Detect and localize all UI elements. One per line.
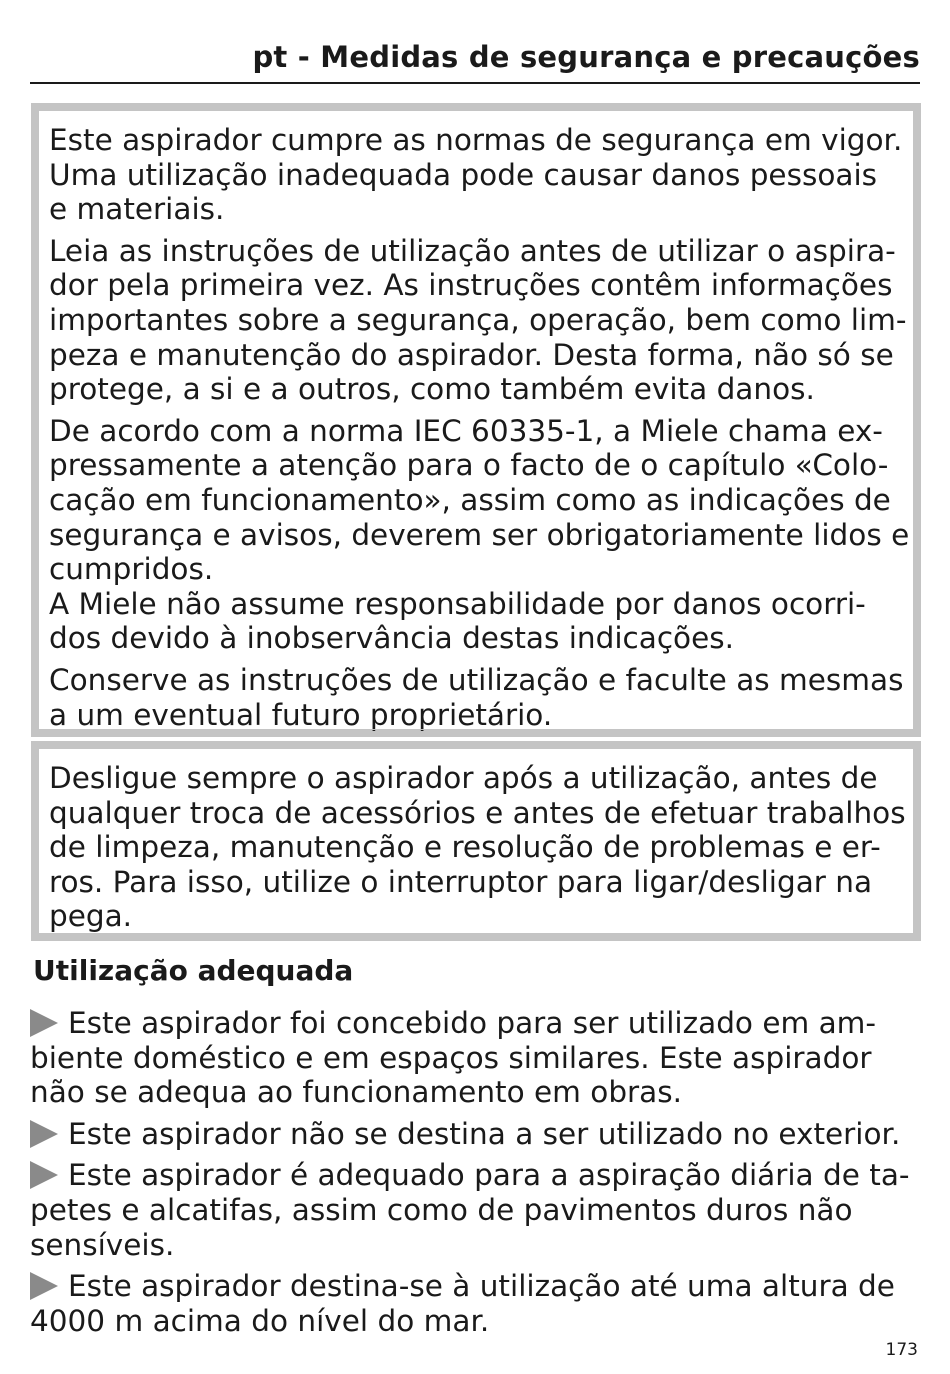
page-number: 173 — [885, 1340, 918, 1360]
notice-paragraph-standards: Este aspirador cumpre as normas de segurança em vigor. Uma utilização inadequada pode causar danos pessoais e materiais. — [49, 123, 903, 227]
safety-notice-box — [31, 103, 921, 737]
bullet-item-carpets-floors: Este aspirador é adequado para a aspiração diária de ta- petes e alcatifas, assim como de pavimentos duros não sensíveis. — [30, 1158, 910, 1262]
switch-off-paragraph: Desligue sempre o aspirador após a utilização, antes de qualquer troca de acessórios e antes de efetuar trabalhos de limpeza, manutenção e resolução de problemas e er- ros. Para isso, utilize o interruptor para ligar/desligar na pega. — [49, 761, 906, 934]
triangle-right-icon — [30, 1272, 58, 1300]
notice-paragraph-liability: A Miele não assume responsabilidade por danos ocorri- dos devido à inobservância destas indicações. — [49, 586, 866, 656]
switch-off-warning-content — [39, 749, 913, 933]
page-header — [30, 36, 920, 84]
usage-bullet-list — [30, 1006, 920, 1345]
triangle-right-icon — [30, 1009, 58, 1037]
bullet-item-no-outdoor: Este aspirador não se destina a ser utilizado no exterior. — [30, 1117, 920, 1152]
safety-notice-content — [39, 111, 913, 732]
triangle-right-icon — [30, 1120, 58, 1148]
bullet-item-domestic-use: Este aspirador foi concebido para ser utilizado em am- biente doméstico e em espaços similares. Este aspirador não se adequa ao funcionamento em obras. — [30, 1006, 877, 1110]
section-heading: Utilização adequada — [33, 954, 354, 987]
switch-off-warning-box — [31, 741, 921, 941]
bullet-item-altitude: Este aspirador destina-se à utilização até uma altura de 4000 m acima do nível do mar. — [30, 1269, 895, 1338]
triangle-right-icon — [30, 1161, 58, 1189]
notice-paragraph-keep-instructions: Conserve as instruções de utilização e faculte as mesmas a um eventual futuro proprietário. — [49, 662, 904, 732]
notice-paragraph-read-instructions: Leia as instruções de utilização antes de utilizar o aspira- dor pela primeira vez. As instruções contêm informações importantes sobre a segurança, operação, bem como lim- peza e manutenção do aspirador. Desta forma, não só se protege, a si e a outros, como também evita danos. — [49, 233, 907, 407]
notice-paragraph-iec-norm: De acordo com a norma IEC 60335-1, a Miele chama ex- pressamente a atenção para o facto de o capítulo «Colo- cação em funcionamento», assim como as indicações de segurança e avisos, deverem ser obrigatoriamente lidos e cumpridos. — [49, 413, 910, 587]
page-title: pt - Medidas de segurança e precauções — [252, 40, 920, 74]
